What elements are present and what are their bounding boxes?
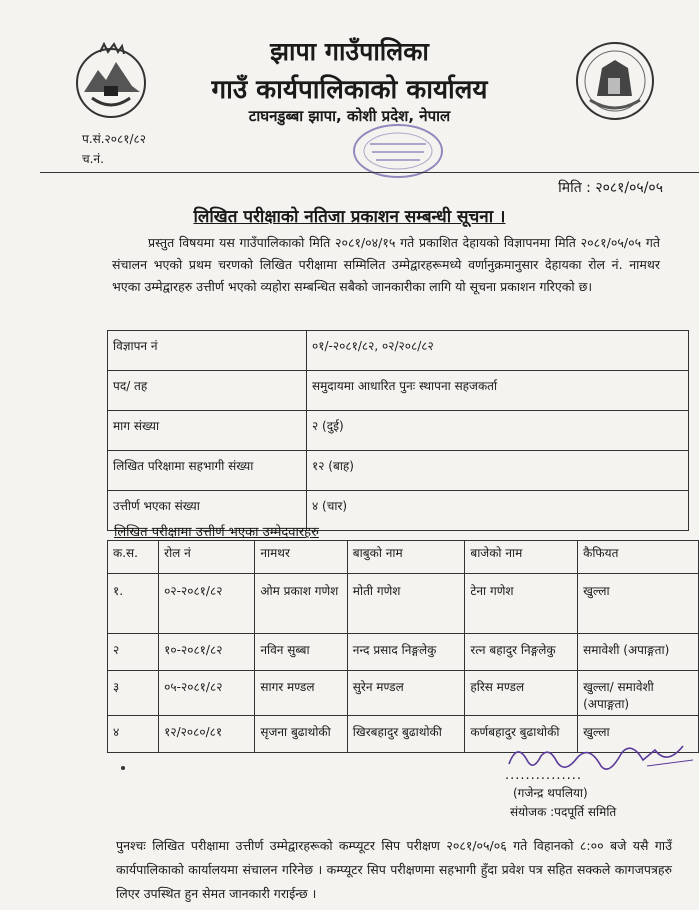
reference-number: प.सं.२०८१/८२ <box>82 132 147 146</box>
results-cell: सागर मण्डल <box>255 671 347 716</box>
results-cell: सृजना बुढाथोकी <box>255 716 347 753</box>
results-cell: सुरेन मण्डल <box>347 671 465 716</box>
info-label: लिखित परिक्षामा सहभागी संख्या <box>108 451 307 491</box>
results-header-cell: बाबुको नाम <box>347 541 465 574</box>
results-cell: ०५-२०८१/८२ <box>159 671 255 716</box>
info-row <box>108 451 689 491</box>
info-value: ०१/-२०८१/८२, ०२/२०८/८२ <box>307 331 689 371</box>
results-header-cell: नामथर <box>255 541 347 574</box>
table-row <box>108 634 699 671</box>
results-cell: ४ <box>108 716 159 753</box>
notice-title-text: लिखित परीक्षाको नतिजा प्रकाशन सम्बन्धी सूचना । <box>193 207 506 227</box>
info-value: २ (दुई) <box>307 411 689 451</box>
info-row <box>108 411 689 451</box>
notice-date: मिति : २०८१/०५/०५ <box>558 180 663 196</box>
results-cell: खिरबहादुर बुढाथोकी <box>347 716 465 753</box>
footnote: पुनश्चः लिखित परीक्षामा उत्तीर्ण उम्मेद्वारहरूको कम्प्यूटर सिप परीक्षण २०८१/०५/०६ गते विहानको ८:०० बजे यसै गाउँ कार्यपालिकाको कार्यालयमा संचालन गरिनेछ । कम्प्यूटर सिप परीक्षणमा सहभागी हुँदा प्रवेश पत्र सहित सक्कले कागजपत्रहरु लिएर उपस्थित हुन सेमत जानकारी गराईन्छ । <box>116 838 672 901</box>
office-name-line1: झापा गाउँपालिका <box>270 37 429 66</box>
results-header-cell: क.स. <box>108 541 159 574</box>
results-cell: नन्द प्रसाद निङ्गलेकु <box>347 634 465 671</box>
results-cell: खुल्ला <box>578 716 699 753</box>
results-cell: १. <box>108 574 159 634</box>
header-divider <box>40 172 699 173</box>
results-cell: रत्न बहादुर निङ्गलेकु <box>465 634 578 671</box>
results-cell: ३ <box>108 671 159 716</box>
bullet-mark <box>121 766 125 770</box>
results-header-cell: कैफियत <box>578 541 699 574</box>
vacancy-info-table <box>107 330 689 531</box>
info-label: उत्तीर्ण भएका संख्या <box>108 491 307 531</box>
info-label: पद/ तह <box>108 371 307 411</box>
results-cell: कर्णबहादुर बुढाथोकी <box>465 716 578 753</box>
results-section-title: लिखित परीक्षामा उत्तीर्ण भएका उम्मेदवारहरु <box>114 525 319 540</box>
results-cell: समावेशी (अपाङ्गता) <box>578 634 699 671</box>
results-cell: १२/२०८०/८१ <box>159 716 255 753</box>
info-row <box>108 371 689 411</box>
results-table <box>107 540 699 753</box>
results-cell: मोती गणेश <box>347 574 465 634</box>
results-cell: १०-२०८१/८२ <box>159 634 255 671</box>
results-cell: हरिस मण्डल <box>465 671 578 716</box>
table-row <box>108 574 699 634</box>
info-value: १२ (बाह) <box>307 451 689 491</box>
notice-intro: प्रस्तुत विषयमा यस गाउँपालिकाको मिति २०८१/०४/१५ गते प्रकाशित देहायको विज्ञापनमा मिति २०८१/०५/०५ गते संचालन भएको प्रथम चरणको लिखित परीक्षामा सम्मिलित उम्मेद्वारहरूमध्ये वर्णानुक्रमानुसार देहायका रोल नं. नामथर भएका उम्मेद्वारहरु उत्तीर्ण भएको व्यहोरा सम्बन्धित सबैको जानकारीका लागि यो सूचना प्रकाशन गरिएको छ। <box>112 235 660 294</box>
results-cell: ओम प्रकाश गणेश <box>255 574 347 634</box>
signature-line: ............... <box>505 768 582 783</box>
info-label: माग संख्या <box>108 411 307 451</box>
notice-title <box>0 204 699 227</box>
office-address: टाघनडुब्बा झापा, कोशी प्रदेश, नेपाल <box>248 107 451 125</box>
signatory-role: संयोजक :पदपूर्ति समिति <box>510 805 617 819</box>
results-cell: टेना गणेश <box>465 574 578 634</box>
results-cell: खुल्ला <box>578 574 699 634</box>
info-label: विज्ञापन नं <box>108 331 307 371</box>
info-row <box>108 331 689 371</box>
info-value: ४ (चार) <box>307 491 689 531</box>
results-header-cell: रोल नं <box>159 541 255 574</box>
results-cell: खुल्ला/ समावेशी (अपाङ्गता) <box>578 671 699 716</box>
results-cell: नविन सुब्बा <box>255 634 347 671</box>
results-cell: २ <box>108 634 159 671</box>
info-value: समुदायमा आधारित पुनः स्थापना सहजकर्ता <box>307 371 689 411</box>
dispatch-number: च.नं. <box>82 152 104 166</box>
signatory-name: (गजेन्द्र थपलिया) <box>513 786 588 800</box>
results-cell: ०२-२०८१/८२ <box>159 574 255 634</box>
results-header-cell: बाजेको नाम <box>465 541 578 574</box>
office-name-line2: गाउँ कार्यपालिकाको कार्यालय <box>211 75 488 105</box>
table-row <box>108 671 699 716</box>
